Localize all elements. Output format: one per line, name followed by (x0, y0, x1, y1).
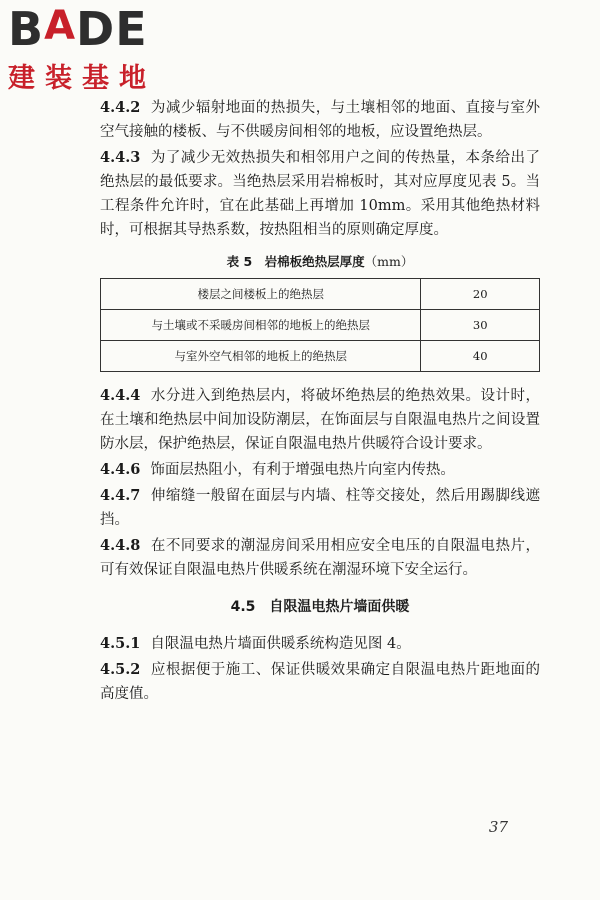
clause-text: 水分进入到绝热层内，将破坏绝热层的绝热效果。设计时，在土壤和绝热层中间加设防潮层，在饰面层与自限温电热片之间设置防水层，保护绝热层，保证自限温电热片供暖符合设计要求。 (100, 388, 540, 452)
clause-number: 4.4.8 (100, 537, 141, 554)
bade-logo (8, 4, 156, 95)
clause-4-4-4 (100, 384, 540, 456)
logo-chinese-text: 建装基地 (8, 63, 156, 94)
table-cell-label: 与土壤或不采暖房间相邻的地板上的绝热层 (101, 310, 421, 341)
clause-text: 饰面层热阻小，有利于增强电热片向室内传热。 (150, 462, 455, 478)
clause-4-4-2 (100, 96, 540, 144)
logo-wordmark (8, 4, 156, 54)
insulation-thickness-table (100, 278, 540, 372)
clause-text: 在不同要求的潮湿房间采用相应安全电压的自限温电热片，可有效保证自限温电热片供暖系统在潮湿环境下安全运行。 (100, 538, 540, 578)
table-cell-value: 30 (421, 310, 540, 341)
clause-4-5-2 (100, 658, 540, 706)
clause-number: 4.5.1 (100, 635, 141, 652)
clause-4-5-1 (100, 632, 540, 656)
table-unit: （mm） (364, 254, 414, 269)
clause-number: 4.5.2 (100, 661, 141, 678)
page-number: 37 (488, 818, 508, 836)
clause-4-4-6 (100, 458, 540, 482)
clause-text: 自限温电热片墙面供暖系统构造见图 4。 (150, 636, 411, 652)
table-cell-value: 40 (421, 341, 540, 372)
table-cell-value: 20 (421, 279, 540, 310)
section-heading: 4.5 自限温电热片墙面供暖 (230, 599, 410, 615)
clause-number: 4.4.3 (100, 149, 141, 166)
table-title (100, 252, 540, 270)
logo-letter-b: B (8, 2, 45, 56)
table-cell-label: 与室外空气相邻的地板上的绝热层 (101, 341, 421, 372)
table-row (101, 279, 540, 310)
logo-letter-a: A (44, 3, 77, 49)
clause-number: 4.4.2 (100, 99, 141, 116)
page-content (100, 96, 540, 708)
clause-4-4-8 (100, 534, 540, 582)
clause-text: 为减少辐射地面的热损失，与土壤相邻的地面、直接与室外空气接触的楼板、与不供暖房间相邻的地板，应设置绝热层。 (100, 100, 540, 140)
clause-text: 为了减少无效热损失和相邻用户之间的传热量，本条给出了绝热层的最低要求。当绝热层采用岩棉板时，其对应厚度见表 5。当工程条件允许时，宜在此基础上再增加 10mm。采用其他绝热材料时，可根据其导热系数，按热阻相当的原则确定厚度。 (100, 150, 540, 238)
clause-number: 4.4.4 (100, 387, 141, 404)
clause-4-4-3 (100, 146, 540, 242)
clause-4-4-7 (100, 484, 540, 532)
logo-letters-de: DE (76, 2, 148, 56)
table-cell-label: 楼层之间楼板上的绝热层 (101, 279, 421, 310)
table-title-text: 表 5 岩棉板绝热层厚度 (226, 254, 365, 269)
clause-text: 应根据便于施工、保证供暖效果确定自限温电热片距地面的高度值。 (100, 662, 540, 702)
clause-number: 4.4.6 (100, 461, 141, 478)
table-row (101, 310, 540, 341)
table-row (101, 341, 540, 372)
clause-text: 伸缩缝一般留在面层与内墙、柱等交接处，然后用踢脚线遮挡。 (100, 488, 540, 528)
clause-number: 4.4.7 (100, 487, 141, 504)
